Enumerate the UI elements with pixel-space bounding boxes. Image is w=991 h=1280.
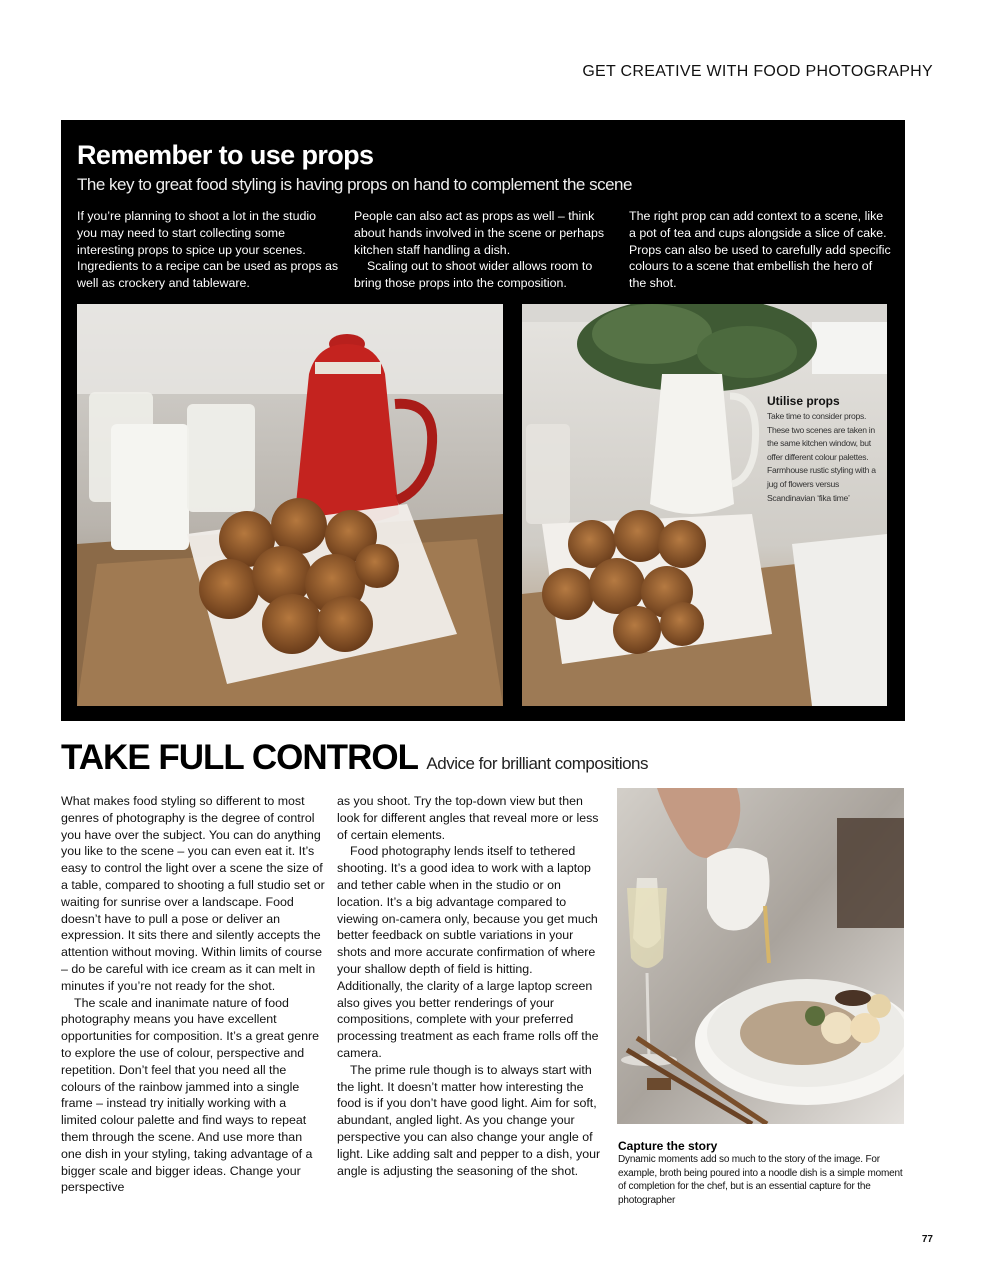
broth-pour-photo bbox=[617, 788, 904, 1124]
section-subtitle: Advice for brilliant compositions bbox=[426, 754, 649, 773]
body-column-1 bbox=[61, 793, 325, 1196]
section-heading bbox=[61, 738, 648, 778]
body-paragraph: The prime rule though is to always start with the light. It doesn’t matter how interesting the food is if you don’t have good light. Aim for soft, abundant, angled light. As you change your perspective you can also change your angle of light. Like adding salt and pepper to a dish, your angle is adjusting the seasoning of the shot. bbox=[337, 1062, 601, 1178]
body-paragraph: as you shoot. Try the top-down view but then look for different angles that reveal more or less of certain elements. bbox=[337, 794, 599, 842]
capture-story-caption bbox=[618, 1139, 908, 1207]
capture-story-title: Capture the story bbox=[618, 1139, 718, 1153]
body-paragraph: The scale and inanimate nature of food photography means you have excellent opportunities for composition. It’s a great genre to explore the use of colour, perspective and repetition. Don’t feel that you need all the colours of the rainbow jammed into a single frame – instead try initially working with a limited colour palette and find ways to repeat them through the scene. And use more than one dish in your styling, taking advantage of a bigger scale and bigger ideas. Change your perspective bbox=[61, 995, 320, 1195]
section-title: TAKE FULL CONTROL bbox=[61, 738, 418, 777]
props-col2-paragraph: People can also act as props as well – think about hands involved in the scene or perhaps kitchen staff handling a dish. bbox=[354, 209, 605, 257]
props-col3-paragraph: The right prop can add context to a scene, like a pot of tea and cups alongside a slice of cake. Props can also be used to carefully add specific colours to a scene that embellish the hero of the shot. bbox=[629, 209, 891, 291]
props-column-3 bbox=[629, 208, 891, 292]
utilise-props-title: Utilise props bbox=[767, 394, 840, 408]
props-column-1 bbox=[77, 208, 339, 292]
props-col2-paragraph: Scaling out to shoot wider allows room to bring those props into the composition. bbox=[354, 259, 593, 291]
running-head: GET CREATIVE WITH FOOD PHOTOGRAPHY bbox=[582, 63, 933, 80]
capture-story-text: Dynamic moments add so much to the story of the image. For example, broth being poured into a noodle dish is a simple moment of completion for the chef, but is an essential capture for the photographer bbox=[618, 1154, 903, 1206]
body-column-2 bbox=[337, 793, 601, 1179]
body-paragraph: Food photography lends itself to tethered shooting. It’s a good idea to work with a laptop and tether cable when in the studio or on location. It’s a big advantage compared to viewing on-camera only, because you get much better feedback on subtle variations in your shots and more accurate confirmation of where your shallow depth of field is hitting. Additionally, the clarity of a large laptop screen also gives you better renderings of your compositions, complete with your preferred processing treatment as each frame rolls off the camera. bbox=[337, 844, 599, 1060]
scandinavian-props-photo bbox=[522, 304, 887, 706]
props-column-2 bbox=[354, 208, 616, 292]
props-title: Remember to use props bbox=[77, 140, 374, 170]
props-col1-paragraph: If you’re planning to shoot a lot in the studio you may need to start collecting some interesting props to spice up your scenes. Ingredients to a recipe can be used as props as well as crockery and tableware. bbox=[77, 209, 339, 291]
utilise-props-caption bbox=[767, 394, 882, 505]
props-panel bbox=[61, 120, 905, 721]
farmhouse-props-photo bbox=[77, 304, 503, 706]
utilise-props-text: Take time to consider props. These two scenes are taken in the same kitchen window, but offer different colour palettes. Farmhouse rustic styling with a jug of flowers versus Scandinavian ‘fika time’ bbox=[767, 411, 876, 503]
body-paragraph: What makes food styling so different to most genres of photography is the degree of control you have over the subject. You can do anything you like to the scene – you can even eat it. It’s easy to control the light over a scene the size of a table, compared to shooting a full studio set or waiting for sunrise over a landscape. Food doesn’t have to pull a pose or deliver an expression. It sits there and silently accepts the attention without moving. Within limits of course – do be careful with ice cream as it can melt in minutes if you’re not ready for the shot. bbox=[61, 794, 325, 993]
props-subtitle: The key to great food styling is having props on hand to complement the scene bbox=[77, 175, 632, 194]
page-number: 77 bbox=[921, 1234, 933, 1245]
